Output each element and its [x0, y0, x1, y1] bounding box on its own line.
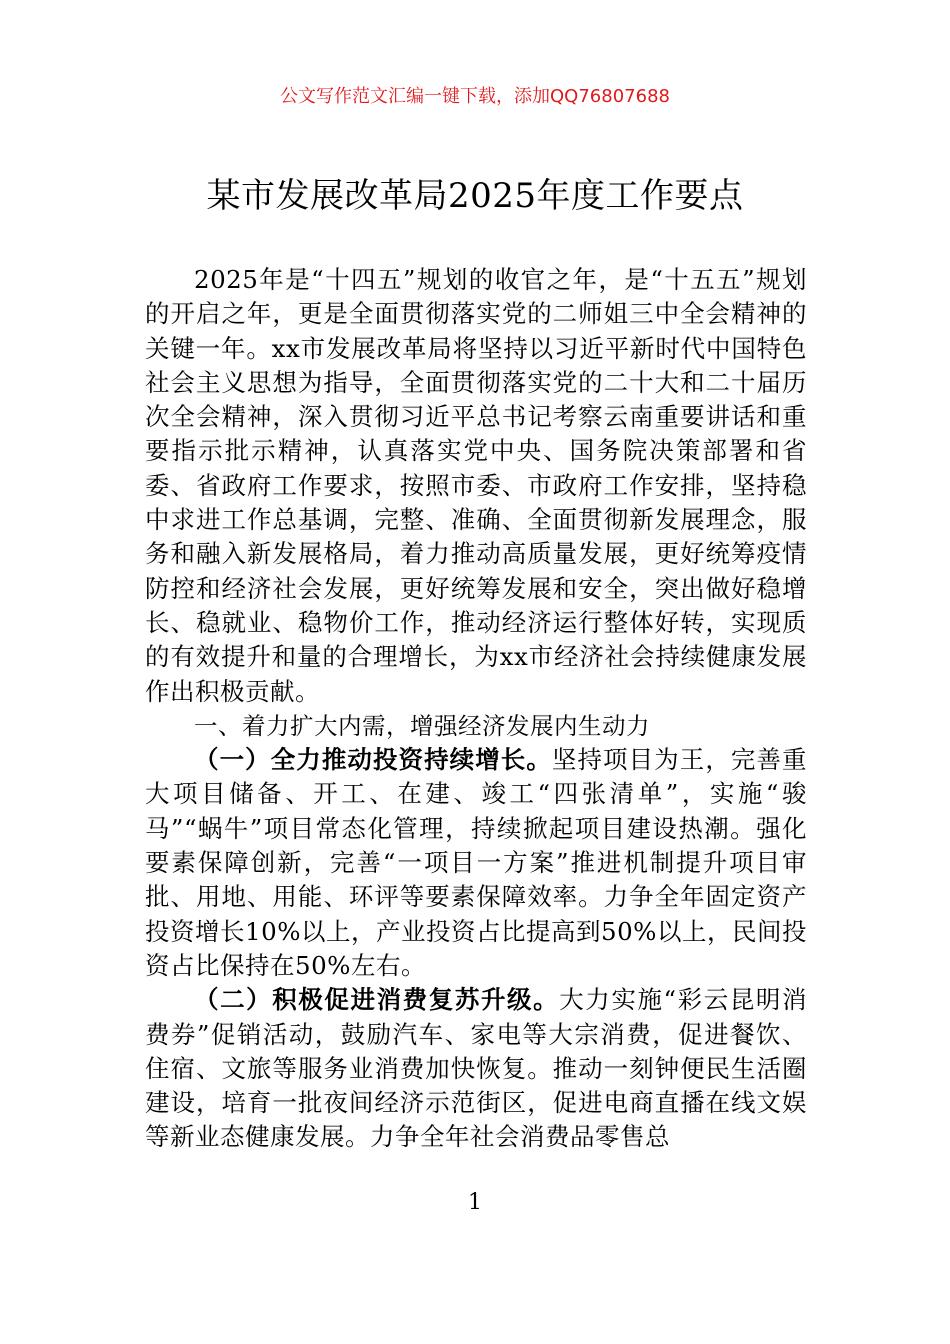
- item-paragraph-1: [145, 743, 807, 983]
- item-1-body: 坚持项目为王，完善重大项目储备、开工、在建、竣工“四张清单”，实施“骏马”“蜗牛”项目常态化管理，持续掀起项目建设热潮。强化要素保障创新，完善“一项目一方案”推进机制提升项目审批、用地、用能、环评等要素保障效率。力争全年固定资产投资增长10%以上，产业投资占比提高到50%以上，民间投资占比保持在50%左右。: [145, 745, 808, 980]
- item-paragraph-2: [145, 983, 807, 1154]
- item-2-lead: （二）积极促进消费复苏升级。: [194, 985, 560, 1015]
- item-1-lead: （一）全力推动投资持续增长。: [194, 745, 552, 775]
- document-title: 某市发展改革局2025年度工作要点: [206, 176, 744, 216]
- item-2-body: 大力实施“彩云昆明消费券”促销活动，鼓励汽车、家电等大宗消费，促进餐饮、住宿、文旅等服务业消费加快恢复。推动一刻钟便民生活圈建设，培育一批夜间经济示范街区，促进电商直播在线文娱等新业态健康发展。力争全年社会消费品零售总: [145, 985, 807, 1152]
- promo-watermark[interactable]: 公文写作范文汇编一键下载，添加QQ76807688: [280, 86, 670, 107]
- page-number: 1: [468, 1190, 482, 1215]
- section-heading-1: 一、着力扩大内需，增强经济发展内生动力: [194, 711, 650, 740]
- document-body: [145, 263, 807, 1155]
- intro-paragraph: 2025年是“十四五”规划的收官之年，是“十五五”规划的开启之年，更是全面贯彻落实党的二师姐三中全会精神的关键一年。xx市发展改革局将坚持以习近平新时代中国特色社会主义思想为指导，全面贯彻落实党的二十大和二十届历次全会精神，深入贯彻习近平总书记考察云南重要讲话和重要指示批示精神，认真落实党中央、国务院决策部署和省委、省政府工作要求，按照市委、市政府工作安排，坚持稳中求进工作总基调，完整、准确、全面贯彻新发展理念，服务和融入新发展格局，着力推动高质量发展，更好统筹疫情防控和经济社会发展，更好统筹发展和安全，突出做好稳增长、稳就业、稳物价工作，推动经济运行整体好转，实现质的有效提升和量的合理增长，为xx市经济社会持续健康发展作出积极贡献。: [145, 265, 807, 706]
